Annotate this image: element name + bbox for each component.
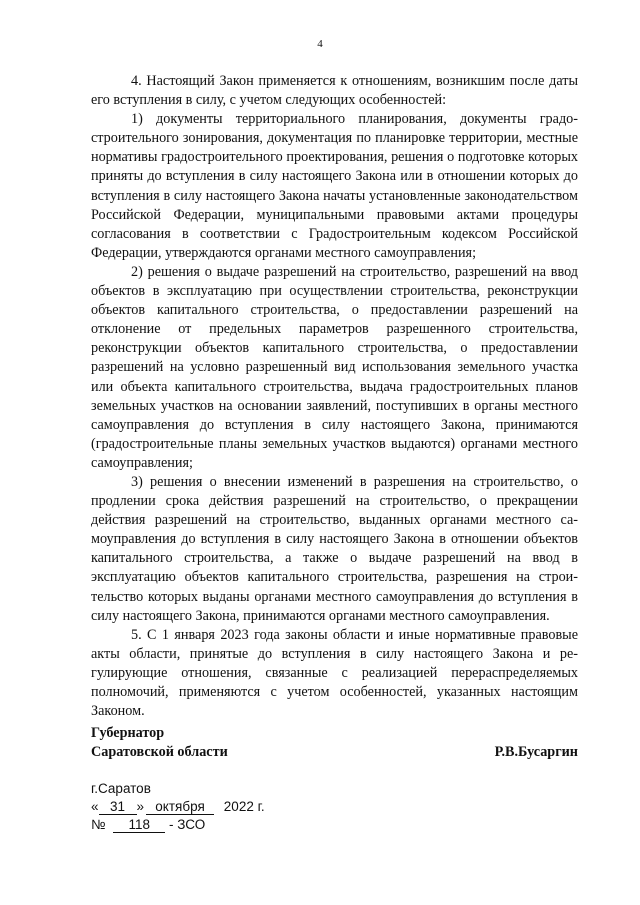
adoption-date xyxy=(91,798,265,816)
law-number xyxy=(91,816,265,834)
signatory-title-line1: Губернатор xyxy=(91,725,165,741)
paragraph-4-3: 3) решения о внесении изменений в разрешения на строительство, о продлении срока действия разрешений на строительство, о прекращении действия разрешений на строительство, выданных органами местного самоуправления до вступления в силу настоящего Закона в отношении объектов капитального строительства, а также о выдаче разрешений на ввод в эксплуатацию объектов капитального строительства, разрешения на строительство которых выданы органами местного самоуправления до вступления в силу настоящего Закона, принимаются органами местного самоуправления. xyxy=(91,473,578,624)
place-date-number xyxy=(91,780,265,834)
date-close-quote: » xyxy=(136,799,145,814)
date-open-quote: « xyxy=(91,799,99,814)
city: г.Саратов xyxy=(91,781,151,796)
number-prefix: № xyxy=(91,817,106,832)
paragraph-4-1: 1) документы территориального планирования, документы градостроительного зонирования, документация по планировке территории, местные нормативы градостроительного проектирования, решения о подготовке которых приняты до вступления в силу настоящего Закона или в отношении которых до вступления в силу настоящего Закона начаты установленные законодательством Российской Федерации, муниципальными правовыми актами процедуры согласования в соответствии с Градостроительным кодексом Российской Федерации, утверждаются органами местного самоуправления; xyxy=(91,111,578,261)
signatory-title-line2: Саратовской области xyxy=(91,744,228,760)
signature-row xyxy=(91,743,578,762)
paragraph-4-2: 2) решения о выдаче разрешений на строительство, разрешений на ввод объектов в эксплуатацию при осуществлении строительства, реконструкции объектов капитального строительства, о предоставлении разрешений на отклонение от предельных параметров разрешенного строительства, реконструкции объектов капитального строительства, о предоставлении разрешений на условно разрешенный вид использования земельного участка или объекта капитального строительства, выдача градостроительных планов земельных участков на основании заявлений, поступивших в органы местного самоуправления до вступления в силу настоящего Закона, принимаются (градостроительные планы земельных участков выдаются) органами местного самоуправления; xyxy=(91,263,578,471)
number-value: 118 xyxy=(113,817,165,833)
date-year: 2022 г. xyxy=(223,799,265,814)
page-number: 4 xyxy=(317,38,323,50)
paragraph-4: 4. Настоящий Закон применяется к отношениям, возникшим после даты его вступления в силу, с учетом следующих особенностей: xyxy=(91,73,578,109)
date-month: октября xyxy=(146,799,214,815)
law-text xyxy=(91,72,578,721)
date-day: 31 xyxy=(99,799,137,815)
signatory-name: Р.В.Бусаргин xyxy=(494,744,578,760)
paragraph-5: 5. С 1 января 2023 года законы области и иные нормативные правовые акты области, принятые до вступления в силу настоящего Закона и регулирующие отношения, связанные с реализацией перераспределяемых полномочий, применяются с учетом особенностей, указанных настоящим Законом. xyxy=(91,626,578,720)
number-suffix: - ЗСО xyxy=(169,817,206,832)
signature-block xyxy=(91,724,578,762)
